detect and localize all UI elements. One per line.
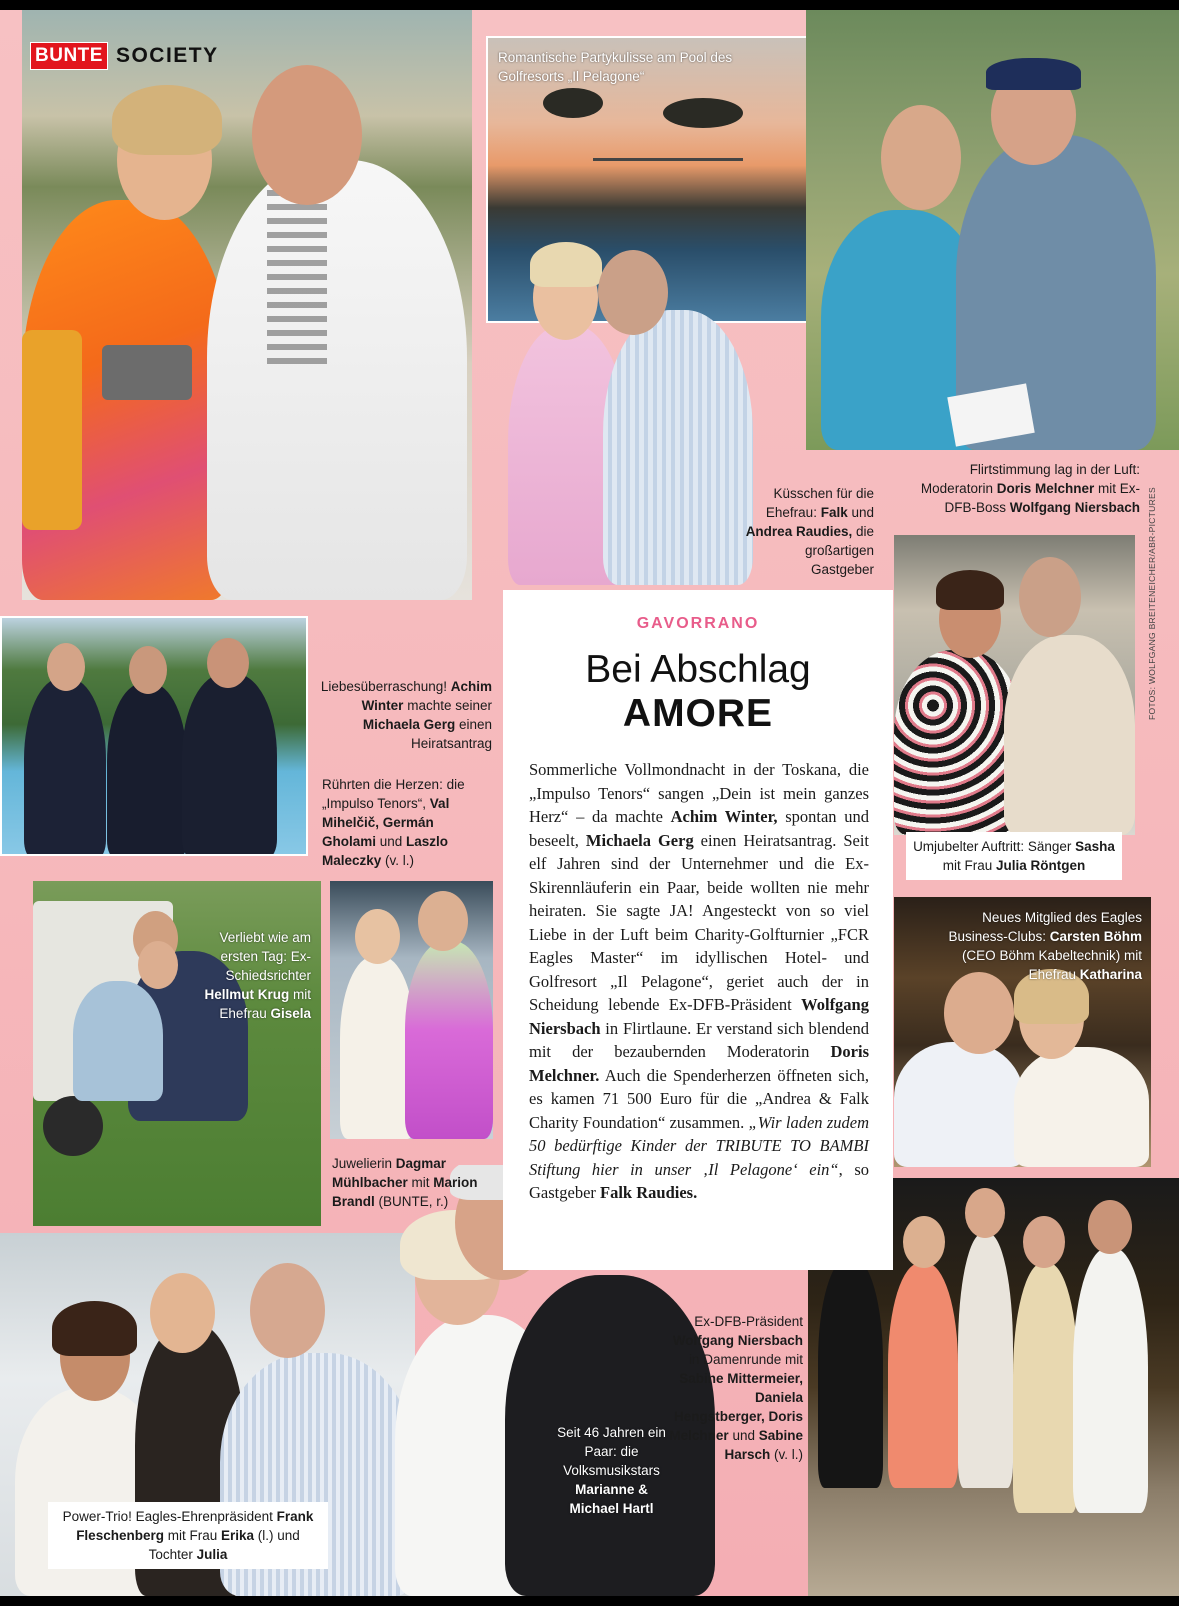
photo-winter-gerg	[22, 10, 472, 600]
brand-header	[30, 42, 219, 70]
caption-flirt: Flirtstimmung lag in der Luft: Moderatorin Doris Melchner mit Ex-DFB-Boss Wolfgang Niersbach	[920, 462, 1140, 515]
photo-raudies-kiss	[508, 230, 753, 585]
magazine-page	[0, 10, 1179, 1596]
caption-hartl: Seit 46 Jahren ein Paar: die Volksmusikstars Marianne & Michael Hartl	[557, 1425, 666, 1516]
article-kicker: GAVORRANO	[636, 615, 760, 632]
photo-impulso-tenors	[0, 616, 308, 856]
photo-sasha	[894, 535, 1135, 835]
caption-sasha: Umjubelter Auftritt: Sänger Sasha mit Frau Julia Röntgen	[906, 832, 1122, 880]
caption-tenors: Rührten die Herzen: die „Impulso Tenors“, Val Mihelčič, Germán Gholami und Laszlo Maleczky (v. l.)	[322, 777, 465, 868]
caption-kiss: Küsschen für die Ehefrau: Falk und Andrea Raudies, die großartigen Gastgeber	[745, 486, 874, 577]
article-headline-line2: AMORE	[622, 692, 774, 735]
article-box	[503, 590, 893, 1270]
section-title: SOCIETY	[115, 44, 219, 67]
caption-proposal: Liebesüberraschung! Achim Winter machte seiner Michaela Gerg einen Heiratsantrag	[320, 679, 492, 751]
photo-melchner-niersbach	[806, 10, 1179, 450]
caption-boehm: Neues Mitglied des Eagles Business-Clubs: Carsten Böhm (CEO Böhm Kabeltechnik) mit Ehefrau Katharina	[948, 910, 1142, 982]
photo-credit: FOTOS: WOLFGANG BREITENEICHER/ABR-PICTURES	[1147, 487, 1157, 720]
caption-niersbach: Ex-DFB-Präsident Wolfgang Niersbach in Damenrunde mit Sabine Mittermeier, Daniela Hengstberger, Doris Melchner und Sabine Harsch (v. l.)	[669, 1314, 803, 1462]
article-headline-line1: Bei Abschlag	[585, 648, 811, 691]
caption-pool: Romantische Partykulisse am Pool des Golfresorts „Il Pelagone“	[498, 50, 733, 84]
caption-krug: Verliebt wie am ersten Tag: Ex-Schiedsrichter Hellmut Krug mit Ehefrau Gisela	[204, 930, 311, 1021]
caption-trio: Power-Trio! Eagles-Ehrenpräsident Frank Fleschenberg mit Frau Erika (l.) und Tochter Julia	[48, 1502, 328, 1569]
bunte-logo: BUNTE	[30, 42, 108, 70]
caption-muehlbacher: Juwelierin Dagmar Mühlbacher mit Marion Brandl (BUNTE, r.)	[332, 1156, 478, 1209]
article-body: Sommerliche Vollmondnacht in der Toskana, die „Impulso Tenors“ sangen „Dein ist mein ganzes Herz“ – da machte Achim Winter, spontan und beseelt, Michaela Gerg einen Heiratsantrag. Seit elf Jahren sind der Unternehmer und die Ex-Skirennläuferin ein Paar, beide wollten nie mehr heiraten. Sie sagte JA! Angesteckt von so viel Liebe in der Luft beim Charity-Golfturnier „FCR Eagles Master“ im idyllischen Hotel- und Golfresort „Il Pelagone“, geriet auch der in Scheidung lebende Ex-DFB-Präsident Wolfgang Niersbach in Flirtlaune. Er verstand sich blendend mit der bezaubernden Moderatorin Doris Melchner. Auch die Spenderherzen öffneten sich, es kamen 71 500 Euro für die „Andrea & Falk Charity Foundation“ zusammen. „Wir laden zudem 50 bedürftige Kinder der TRIBUTE TO BAMBI Stiftung hier in unser ‚Il Pelagone‘ ein“, so Gastgeber Falk Raudies.	[529, 760, 870, 1202]
photo-muehlbacher	[330, 881, 493, 1139]
